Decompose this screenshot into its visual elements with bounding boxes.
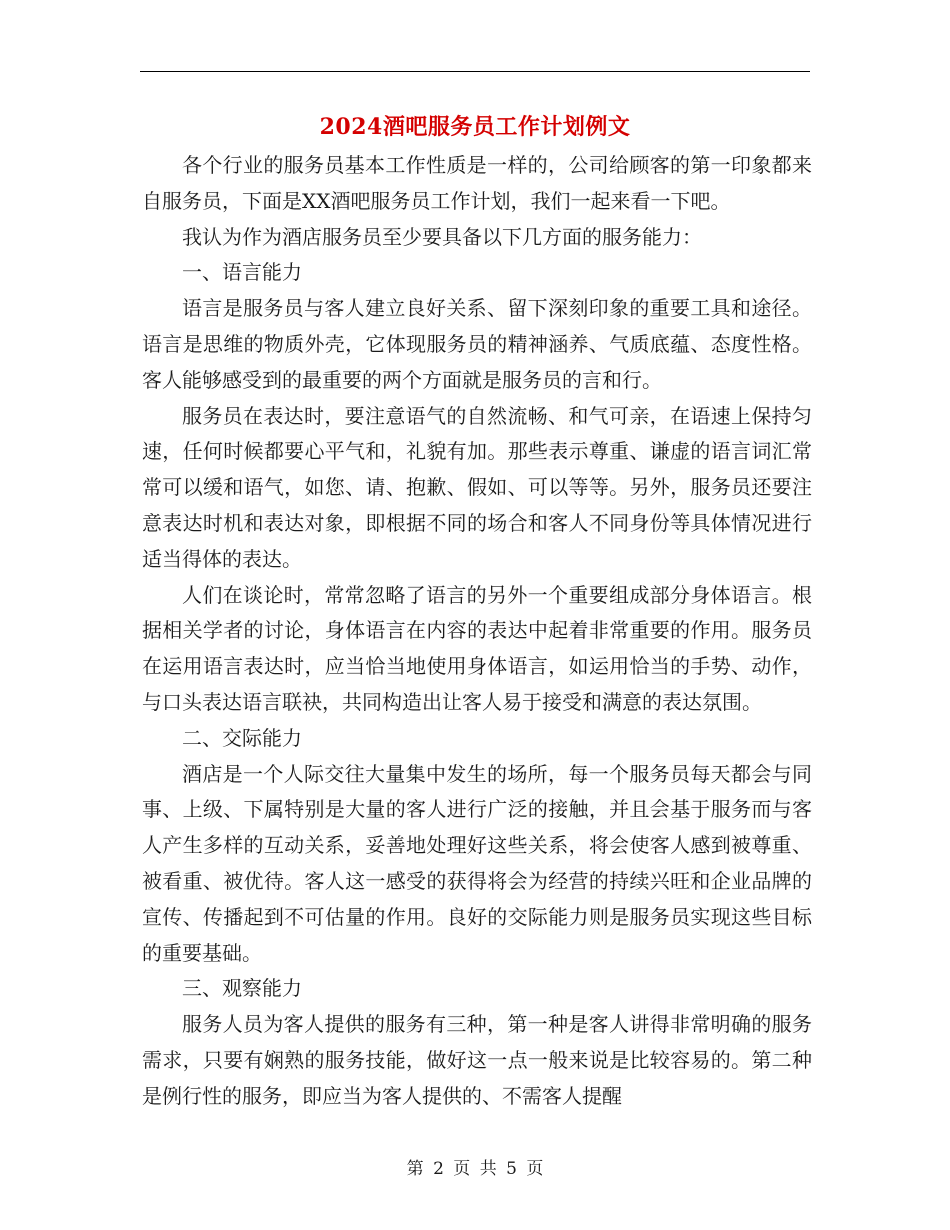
paragraph-intro: 各个行业的服务员基本工作性质是一样的，公司给顾客的第一印象都来自服务员，下面是XX酒吧服务员工作计划，我们一起来看一下吧。 xyxy=(142,153,812,213)
paragraph: 服务员在表达时，要注意语气的自然流畅、和气可亲，在语速上保持匀速，任何时候都要心平气和，礼貌有加。那些表示尊重、谦虚的语言词汇常常可以缓和语气，如您、请、抱歉、假如、可以等等。另外，服务员还要注意表达时机和表达对象，即根据不同的场合和客人不同身份等具体情况进行适当得体的表达。 xyxy=(142,403,812,571)
header-rule xyxy=(140,71,810,72)
section-heading-observation: 三、观察能力 xyxy=(182,976,302,1001)
paragraph: 人们在谈论时，常常忽略了语言的另外一个重要组成部分身体语言。根据相关学者的讨论，身体语言在内容的表达中起着非常重要的作用。服务员在运用语言表达时，应当恰当地使用身体语言，如运用恰当的手势、动作，与口头表达语言联袂，共同构造出让客人易于接受和满意的表达氛围。 xyxy=(142,582,812,714)
paragraph: 语言是服务员与客人建立良好关系、留下深刻印象的重要工具和途径。语言是思维的物质外壳，它体现服务员的精神涵养、气质底蕴、态度性格。客人能够感受到的最重要的两个方面就是服务员的言和行。 xyxy=(142,296,812,392)
section-heading-language: 一、语言能力 xyxy=(182,260,302,285)
paragraph: 服务人员为客人提供的服务有三种，第一种是客人讲得非常明确的服务需求，只要有娴熟的服务技能，做好这一点一般来说是比较容易的。第二种是例行性的服务，即应当为客人提供的、不需客人提醒 xyxy=(142,1012,812,1108)
document-title: 2024酒吧服务员工作计划例文 xyxy=(319,114,631,140)
page-footer: 第 2 页 共 5 页 xyxy=(406,1159,544,1179)
paragraph-lead: 我认为作为酒店服务员至少要具备以下几方面的服务能力： xyxy=(182,224,702,249)
document-body xyxy=(142,148,812,1115)
section-heading-communication: 二、交际能力 xyxy=(182,725,302,750)
paragraph: 酒店是一个人际交往大量集中发生的场所，每一个服务员每天都会与同事、上级、下属特别是大量的客人进行广泛的接触，并且会基于服务而与客人产生多样的互动关系，妥善地处理好这些关系，将会使客人感到被尊重、被看重、被优待。客人这一感受的获得将会为经营的持续兴旺和企业品牌的宣传、传播起到不可估量的作用。良好的交际能力则是服务员实现这些目标的重要基础。 xyxy=(142,761,812,965)
